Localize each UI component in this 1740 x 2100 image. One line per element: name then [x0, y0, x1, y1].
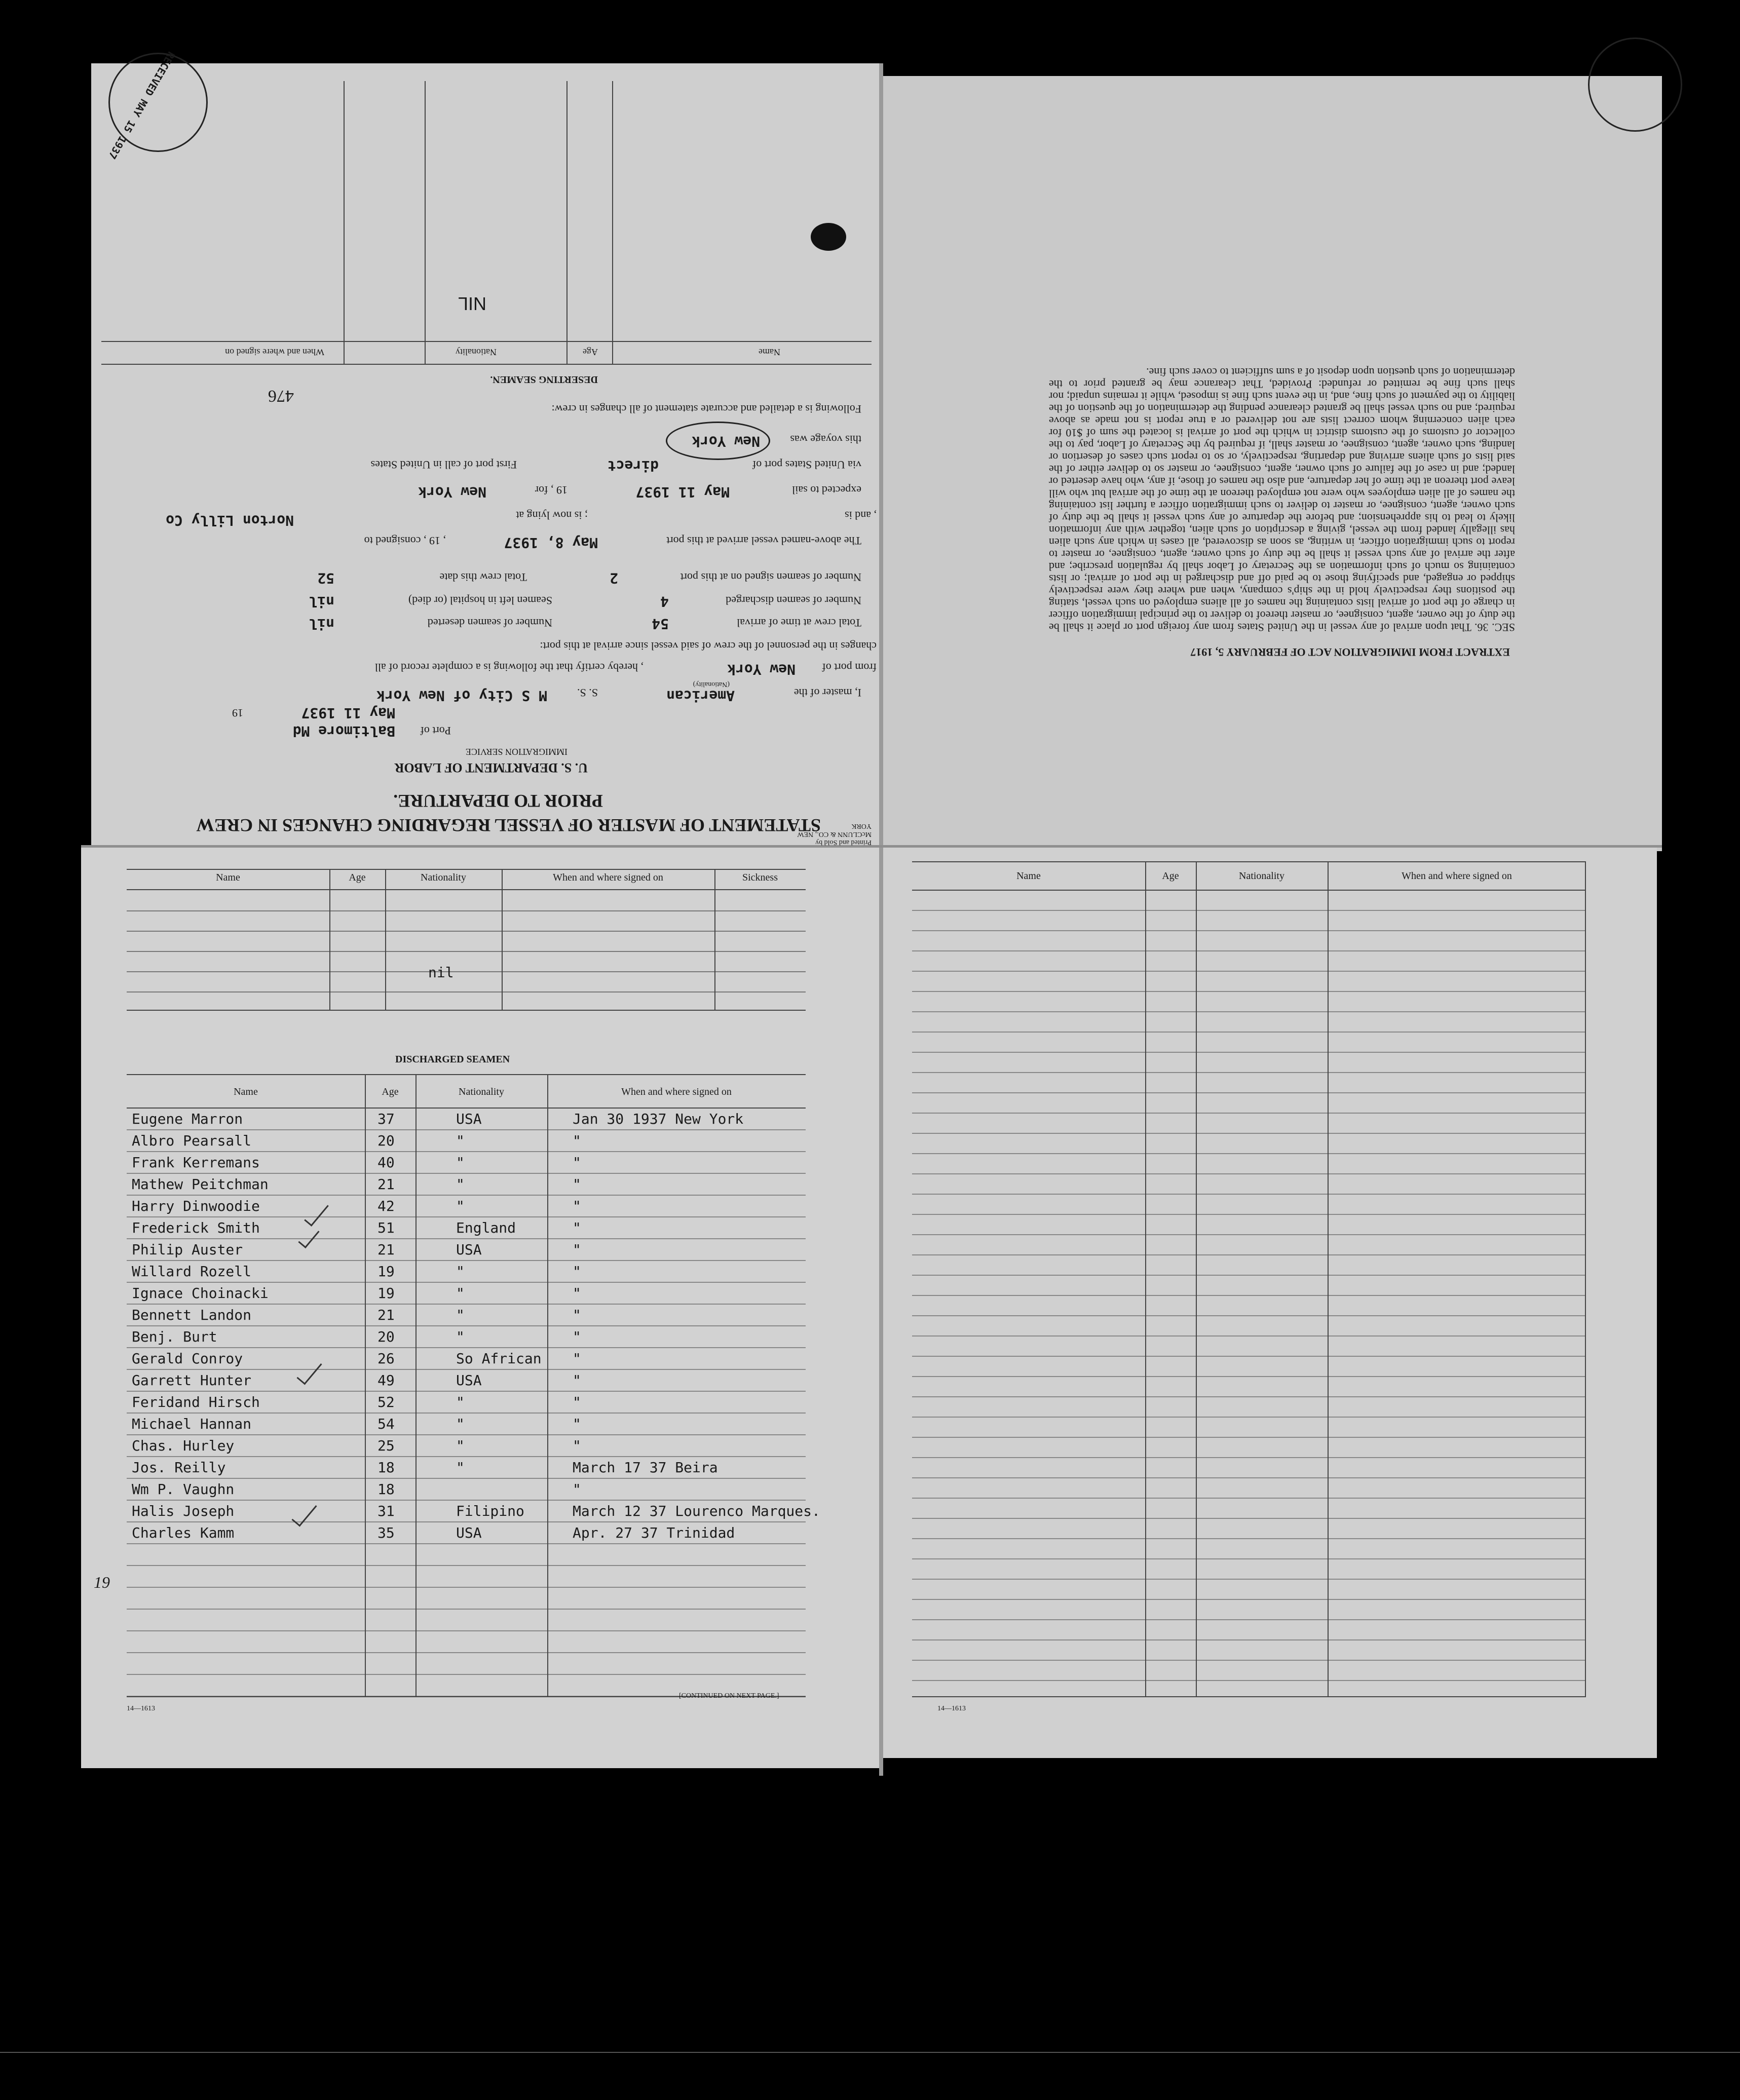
- table-row: [127, 1370, 806, 1392]
- row-rule: [912, 1660, 1586, 1661]
- form-number-left: 14—1613: [127, 1705, 155, 1712]
- seaman-nationality: ": [456, 1176, 465, 1193]
- row-rule: [912, 910, 1586, 911]
- row-rule: [127, 1652, 806, 1653]
- extract-heading: EXTRACT FROM IMMIGRATION ACT OF FEBRUARY 5, 1917: [1190, 646, 1510, 659]
- upside-down-form: [91, 49, 882, 851]
- voyage-value: New York: [692, 433, 760, 450]
- deserted-label: Number of seamen deserted: [427, 617, 552, 629]
- seaman-nationality: ": [456, 1459, 465, 1476]
- seaman-nationality: ": [456, 1328, 465, 1345]
- seaman-signed-on: ": [573, 1176, 581, 1193]
- seaman-name: Philip Auster: [132, 1241, 243, 1258]
- rule: [912, 1696, 1586, 1697]
- lying-label: ; is now lying at: [516, 509, 588, 522]
- seaman-nationality: ": [456, 1132, 465, 1149]
- received-stamp-text: RECEIVED MAY 15 1937: [105, 49, 178, 162]
- signed-col-when: When and where signed on: [553, 872, 663, 883]
- row-rule: [912, 1113, 1586, 1114]
- seaman-name: Feridand Hirsch: [132, 1394, 260, 1410]
- row-rule: [912, 1092, 1586, 1093]
- changes-text: changes in the personnel of the crew of said vessel since arrival at this port:: [540, 640, 877, 653]
- rule: [127, 971, 806, 972]
- seaman-signed-on: ": [573, 1372, 581, 1389]
- file-number: 476: [268, 387, 294, 405]
- ink-blot: [811, 223, 846, 251]
- row-rule: [912, 1356, 1586, 1357]
- seaman-age: 18: [377, 1481, 395, 1498]
- total-crew-value: 54: [652, 616, 669, 632]
- seaman-nationality: USA: [456, 1524, 482, 1541]
- row-rule: [127, 1543, 806, 1544]
- row-rule: [912, 950, 1586, 951]
- upside-down-extract: [882, 76, 1662, 851]
- via-value: direct: [607, 457, 659, 474]
- seaman-name: Charles Kamm: [132, 1524, 235, 1541]
- master-label: I, master of the: [793, 686, 861, 699]
- seaman-name: Frederick Smith: [132, 1219, 260, 1236]
- rule: [502, 869, 503, 1011]
- service-stamp: [1588, 37, 1682, 132]
- seaman-signed-on: Jan 30 1937 New York: [573, 1111, 744, 1127]
- right-col-name: Name: [1016, 870, 1041, 882]
- department: U. S. DEPARTMENT OF LABOR: [394, 760, 588, 775]
- table-row: [127, 1217, 806, 1239]
- table-row: [127, 1109, 806, 1130]
- discharged-col-when: When and where signed on: [621, 1086, 732, 1097]
- table-row: [127, 1435, 806, 1457]
- row-rule: [912, 930, 1586, 931]
- row-rule: [912, 1295, 1586, 1296]
- port-label: Port of: [420, 724, 451, 737]
- following-text: Following is a detailed and accurate statement of all changes in crew:: [551, 403, 861, 415]
- rule: [127, 931, 806, 932]
- rule: [547, 1074, 548, 1697]
- seaman-age: 37: [377, 1111, 395, 1127]
- signed-on-label: Number of seamen signed on at this port: [680, 571, 861, 584]
- margin-note: 19: [94, 1573, 110, 1591]
- seaman-nationality: England: [456, 1219, 516, 1236]
- seaman-signed-on: ": [573, 1285, 581, 1302]
- row-rule: [912, 1133, 1586, 1134]
- row-rule: [912, 1579, 1586, 1580]
- seaman-signed-on: ": [573, 1307, 581, 1323]
- row-rule: [912, 1538, 1586, 1539]
- row-rule: [912, 1417, 1586, 1418]
- seaman-signed-on: March 17 37 Beira: [573, 1459, 718, 1476]
- signed-col-age: Age: [349, 872, 366, 883]
- expected-label: expected to sail: [792, 484, 861, 497]
- via-label: via United States port of: [752, 459, 861, 471]
- seaman-signed-on: ": [573, 1219, 581, 1236]
- seaman-nationality: ": [456, 1263, 465, 1280]
- deserting-nil: NIL: [458, 293, 486, 314]
- seaman-nationality: ": [456, 1198, 465, 1214]
- seaman-nationality: USA: [456, 1372, 482, 1389]
- seaman-age: 35: [377, 1524, 395, 1541]
- voyage-circle: [666, 422, 770, 460]
- seaman-age: 25: [377, 1437, 395, 1454]
- voyage-label: this voyage was: [790, 433, 861, 446]
- seaman-signed-on: ": [573, 1394, 581, 1410]
- table-row: [127, 1414, 806, 1435]
- row-rule: [127, 1674, 806, 1675]
- table-row: [127, 1501, 820, 1522]
- rule: [385, 869, 386, 1011]
- seaman-age: 51: [377, 1219, 395, 1236]
- continued-note: [CONTINUED ON NEXT PAGE.]: [679, 1692, 779, 1700]
- seaman-signed-on: ": [573, 1154, 581, 1171]
- table-row: [127, 1457, 806, 1479]
- for-value: New York: [418, 484, 486, 501]
- table-row: [127, 1130, 806, 1152]
- seaman-nationality: USA: [456, 1241, 482, 1258]
- rule: [1196, 861, 1197, 1697]
- seaman-signed-on: ": [573, 1437, 581, 1454]
- signed-on-table: [127, 869, 806, 1011]
- table-row: [127, 1196, 806, 1217]
- seaman-name: Frank Kerremans: [132, 1154, 260, 1171]
- seaman-signed-on: March 12 37 Lourenco Marques.: [573, 1503, 820, 1519]
- seaman-name: Bennett Landon: [132, 1307, 252, 1323]
- seaman-signed-on: ": [573, 1132, 581, 1149]
- seaman-nationality: ": [456, 1416, 465, 1432]
- row-rule: [912, 1234, 1586, 1235]
- consigned-label: , 19 , consigned to: [364, 534, 446, 547]
- table-row: [127, 1305, 806, 1326]
- hospital-label: Seamen left in hospital (or died): [408, 594, 552, 607]
- seaman-signed-on: ": [573, 1241, 581, 1258]
- seaman-age: 52: [377, 1394, 395, 1410]
- scanner-line: [0, 2052, 1740, 2053]
- deserted-value: nil: [309, 616, 334, 632]
- form-title-line1: STATEMENT OF MASTER OF VESSEL REGARDING CHANGES IN CREW: [196, 815, 821, 835]
- seaman-signed-on: ": [573, 1328, 581, 1345]
- seaman-name: Jos. Reilly: [132, 1459, 226, 1476]
- rule: [425, 81, 426, 365]
- row-rule: [912, 1335, 1586, 1337]
- table-row: [127, 1239, 806, 1261]
- total-crew-label: Total crew at time of arrival: [737, 617, 861, 629]
- row-rule: [912, 1315, 1586, 1316]
- seaman-signed-on: ": [573, 1481, 581, 1498]
- row-rule: [912, 1477, 1586, 1478]
- ship-value: M S City of New York: [376, 688, 547, 704]
- deserting-heading: DESERTING SEAMEN.: [490, 374, 598, 385]
- from-port-value: New York: [727, 661, 796, 678]
- rule: [127, 1074, 806, 1075]
- form-number-right: 14—1613: [937, 1705, 966, 1712]
- nationality-caption: (Nationality): [693, 680, 730, 688]
- seaman-age: 42: [377, 1198, 395, 1214]
- discharged-col-name: Name: [234, 1086, 258, 1097]
- form-title-line2: PRIOR TO DEPARTURE.: [393, 791, 603, 811]
- deserting-col-name: Name: [759, 347, 780, 357]
- row-rule: [127, 1587, 806, 1588]
- seaman-nationality: Filipino: [456, 1503, 524, 1519]
- row-rule: [912, 1396, 1586, 1397]
- row-rule: [912, 1214, 1586, 1215]
- seaman-name: Mathew Peitchman: [132, 1176, 269, 1193]
- discharged-table: [127, 1074, 820, 1697]
- seaman-age: 21: [377, 1307, 395, 1323]
- seaman-name: Eugene Marron: [132, 1111, 243, 1127]
- total-today-value: 52: [317, 570, 334, 587]
- row-rule: [912, 1194, 1586, 1195]
- rule: [365, 1074, 366, 1697]
- seaman-signed-on: ": [573, 1416, 581, 1432]
- row-rule: [912, 1032, 1586, 1033]
- table-row: [127, 1326, 806, 1348]
- row-rule: [912, 1680, 1586, 1681]
- signed-col-name: Name: [216, 872, 240, 883]
- row-rule: [912, 1376, 1586, 1377]
- row-rule: [127, 1565, 806, 1566]
- right-table: [912, 861, 1586, 1697]
- seaman-name: Harry Dinwoodie: [132, 1198, 260, 1214]
- seaman-name: Ignace Choinacki: [132, 1285, 269, 1302]
- service: IMMIGRATION SERVICE: [465, 747, 568, 757]
- hospital-value: nil: [309, 593, 334, 610]
- rule: [415, 1074, 417, 1697]
- seaman-nationality: ": [456, 1154, 465, 1171]
- seaman-name: Chas. Hurley: [132, 1437, 235, 1454]
- expected-value: May 11 1937: [635, 484, 730, 501]
- seaman-age: 40: [377, 1154, 395, 1171]
- seaman-name: Garrett Hunter: [132, 1372, 252, 1389]
- ss-label: S. S.: [577, 686, 598, 699]
- discharged-label: Number of seamen discharged: [726, 594, 861, 607]
- row-rule: [912, 1639, 1586, 1640]
- seaman-name: Halis Joseph: [132, 1503, 235, 1519]
- deserting-col-nationality: Nationality: [456, 347, 497, 357]
- first-port-label: First port of call in United States: [370, 459, 517, 471]
- port-value: Baltimore Md: [292, 723, 395, 740]
- row-rule: [912, 1254, 1586, 1255]
- discharged-col-age: Age: [382, 1086, 399, 1097]
- rule: [101, 364, 872, 365]
- seaman-age: 20: [377, 1132, 395, 1149]
- rule: [329, 869, 330, 1011]
- rule: [1145, 861, 1146, 1697]
- signed-col-nationality: Nationality: [421, 872, 466, 883]
- table-row: [127, 1392, 806, 1414]
- and-is-label: , and is: [845, 509, 877, 522]
- seaman-age: 49: [377, 1372, 395, 1389]
- rule: [714, 869, 715, 1011]
- deserting-col-when: When and where signed on: [225, 347, 324, 357]
- row-rule: [912, 1437, 1586, 1438]
- seaman-signed-on: ": [573, 1350, 581, 1367]
- seaman-name: Michael Hannan: [132, 1416, 252, 1432]
- rule: [127, 869, 806, 870]
- row-rule: [912, 991, 1586, 992]
- rule: [912, 861, 1586, 862]
- deserting-col-age: Age: [583, 347, 598, 357]
- for-label: 19 , for: [535, 484, 568, 497]
- right-col-nationality: Nationality: [1239, 870, 1284, 882]
- rule: [612, 81, 613, 365]
- seaman-signed-on: Apr. 27 37 Trinidad: [573, 1524, 735, 1541]
- row-rule: [912, 1518, 1586, 1519]
- rule: [912, 890, 1586, 891]
- seaman-nationality: USA: [456, 1111, 482, 1127]
- rule: [127, 889, 806, 890]
- row-rule: [912, 1498, 1586, 1499]
- seaman-name: Wm P. Vaughn: [132, 1481, 235, 1498]
- seaman-age: 31: [377, 1503, 395, 1519]
- signed-on-value: 2: [610, 570, 618, 587]
- discharged-value: 4: [660, 593, 669, 610]
- seaman-age: 26: [377, 1350, 395, 1367]
- discharged-heading: DISCHARGED SEAMEN: [395, 1054, 510, 1065]
- row-rule: [127, 1630, 806, 1631]
- row-rule: [912, 971, 1586, 972]
- seaman-nationality: ": [456, 1285, 465, 1302]
- seaman-age: 21: [377, 1176, 395, 1193]
- row-rule: [912, 1275, 1586, 1276]
- rule: [127, 951, 806, 952]
- seaman-name: Willard Rozell: [132, 1263, 252, 1280]
- seaman-name: Gerald Conroy: [132, 1350, 243, 1367]
- row-rule: [127, 1609, 806, 1610]
- rule: [344, 81, 345, 365]
- table-row: [127, 1152, 806, 1174]
- extract-body: SEC. 36. That upon arrival of any vessel in the United States from any foreign port or place it shall be the duty of the owner, agent, consignee, or master thereof to deliver to the principal immigration officer in charge of the port of arrival lists containing the names of all aliens employed on such vessel, stating the positions they respectively hold in the ship's company, when and where they were respectively shipped or engaged, and specifying those to be paid off and discharged in the port of arrival; or lists containing so much of such information as the Secretary of Labor shall by regulation prescribe; and after the arrival of any such vessel it shall be the duty of such owner, agent, consignee, or master to report to such immigration officer, in writing, as soon as discovered, all cases in which any such alien has illegally landed from the vessel, giving a description of such alien, together with any information likely to lead to his apprehension; and before the departure of any such vessel it shall be the duty of such owner, agent, consignee, or master to deliver to such immigration officer a further list containing the names of all alien employees who were not employed thereon at the time of the arrival but who will leave port thereon at the time of her departure, and also the names of those, if any, who have deserted or landed; and in case of the failure of such owner, agent, consignee, or master so to deliver either of the said lists of such aliens arriving and departing, respectively, or so to report such cases of desertion or landing, such owner, agent, consignee, or master shall, if required by the Secretary of Labor, pay to the collector of customs of the customs district in which the port of arrival is located the sum of $10 for each alien concerning whom correct lists are not delivered or a true report is not made as above required; and no such vessel shall be granted clearance pending the determination of the question of the liability to the payment of such fine, and, in the event such fine is imposed, while it remains unpaid; nor shall such fine be remitted or refunded: Provided, That clearance may be granted prior to the determination of such question upon deposit of a sum sufficient to cover such fine.: [1049, 366, 1515, 634]
- seaman-signed-on: ": [573, 1263, 581, 1280]
- seaman-name: Albro Pearsall: [132, 1132, 252, 1149]
- table-row: [127, 1261, 806, 1283]
- row-rule: [912, 1072, 1586, 1073]
- table-row: [127, 1479, 806, 1501]
- rule: [1328, 861, 1329, 1697]
- rule: [127, 1010, 806, 1011]
- row-rule: [912, 1173, 1586, 1174]
- table-row: [127, 1348, 806, 1370]
- row-rule: [912, 1558, 1586, 1559]
- table-row: [127, 1522, 806, 1544]
- rule: [101, 341, 872, 342]
- seaman-name: Benj. Burt: [132, 1328, 217, 1345]
- seaman-nationality: So African: [456, 1350, 542, 1367]
- row-rule: [912, 1599, 1586, 1600]
- right-col-when: When and where signed on: [1402, 870, 1512, 882]
- certify-text: , hereby certify that the following is a complete record of all: [374, 661, 644, 674]
- seaman-age: 18: [377, 1459, 395, 1476]
- seaman-age: 21: [377, 1241, 395, 1258]
- right-col-age: Age: [1162, 870, 1179, 882]
- seaman-nationality: ": [456, 1437, 465, 1454]
- from-port-label: from port of: [822, 661, 877, 674]
- date-value: May 11 1937: [301, 705, 395, 721]
- row-rule: [912, 1052, 1586, 1053]
- signed-nil: nil: [428, 964, 454, 981]
- row-rule: [912, 1619, 1586, 1620]
- seaman-age: 20: [377, 1328, 395, 1345]
- table-row: [127, 1283, 806, 1305]
- seaman-age: 19: [377, 1285, 395, 1302]
- nationality-value: American: [666, 688, 735, 704]
- row-rule: [912, 1011, 1586, 1012]
- rule: [566, 81, 568, 365]
- row-rule: [912, 1153, 1586, 1154]
- printer-credit: Printed and Sold by McCLUNN & CO., NEW YORK: [797, 822, 872, 846]
- arrived-label: The above-named vessel arrived at this port: [666, 534, 861, 547]
- seaman-age: 19: [377, 1263, 395, 1280]
- seaman-nationality: ": [456, 1394, 465, 1410]
- seaman-signed-on: ": [573, 1198, 581, 1214]
- rule: [127, 910, 806, 911]
- seaman-age: 54: [377, 1416, 395, 1432]
- signed-col-sickness: Sickness: [742, 872, 778, 883]
- seaman-nationality: ": [456, 1307, 465, 1323]
- consignee-value: Norton Lilly Co: [166, 512, 294, 529]
- discharged-col-nationality: Nationality: [459, 1086, 504, 1097]
- arrived-value: May 8, 1937: [504, 534, 598, 551]
- rule: [1585, 861, 1586, 1697]
- table-row: [127, 1174, 806, 1196]
- date-suffix: 19: [232, 707, 243, 719]
- rule: [127, 991, 806, 992]
- total-today-label: Total crew this date: [439, 571, 527, 584]
- row-rule: [912, 1457, 1586, 1458]
